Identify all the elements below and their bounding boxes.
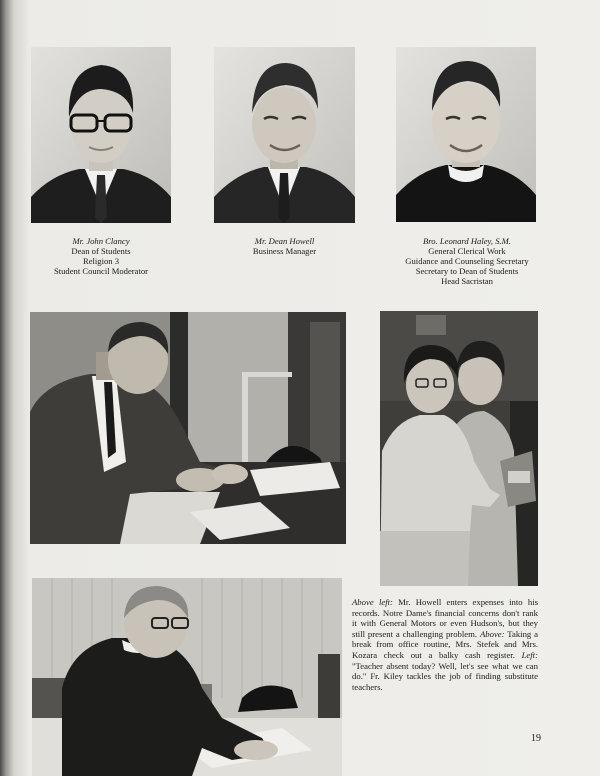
caption-howell: [206, 236, 363, 256]
caption-clancy: [24, 236, 178, 276]
portrait-title-line: Secretary to Dean of Students: [415, 266, 519, 276]
portrait-photo-howell: [214, 47, 355, 223]
portrait-title-line: General Clerical Work: [428, 246, 506, 256]
portrait-title-line: Student Council Moderator: [53, 266, 149, 276]
candid-photo-priest: [32, 578, 342, 776]
portrait-name: Bro. Leonard Haley, S.M.: [423, 236, 511, 246]
portrait-name: Mr. John Clancy: [72, 236, 130, 246]
portrait-photo-haley: [396, 47, 536, 222]
candid-photo-desk: [30, 312, 346, 544]
caption-text-above-left: Mr. Howell enters expenses into his records. Notre Dame's financial concerns don't rank it with General Motors or even Hudson's, but they still present a challenging problem.: [352, 597, 538, 639]
caption-label-above: Above:: [479, 628, 505, 639]
portrait-title-line: Guidance and Counseling Secretary: [405, 256, 529, 266]
candid-photo-women: [380, 311, 538, 586]
portrait-title-line: Dean of Students: [71, 246, 131, 256]
caption-label-above-left: Above left:: [352, 597, 393, 607]
caption-text-above: Taking a break from office routine, Mrs. Stefek and Mrs. Kozara check out a balky cash register.: [352, 628, 538, 660]
caption-label-left: Left:: [521, 649, 538, 660]
caption-text-left: "Teacher absent today? Well, let's see what we can do." Fr. Kiley tackles the job of finding substitute teachers.: [352, 660, 538, 692]
page-number: 19: [531, 733, 541, 744]
portrait-title-line: Religion 3: [82, 256, 120, 266]
portrait-title-line: Business Manager: [252, 246, 317, 256]
story-caption: [352, 597, 538, 692]
caption-haley: [384, 236, 550, 286]
portrait-title-line: Head Sacristan: [441, 276, 493, 286]
portrait-name: Mr. Dean Howell: [254, 236, 315, 246]
portrait-photo-clancy: [31, 47, 171, 223]
